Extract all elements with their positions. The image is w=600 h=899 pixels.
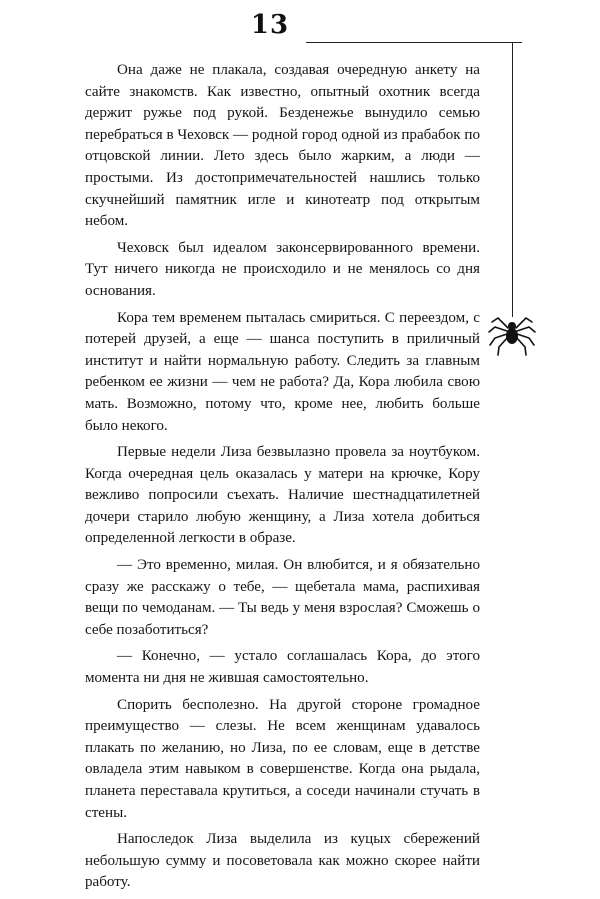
body-text: [85, 60, 480, 899]
paragraph: Напоследок Лиза выделила из куцых сбережений небольшую сумму и посоветовала как можно скорее найти работу.: [85, 831, 480, 891]
paragraph: — Конечно, — устало соглашалась Кора, до этого момента ни дня не жившая самостоятельно.: [85, 648, 480, 687]
paragraph: Кора тем временем пыталась смириться. С переездом, с потерей друзей, а еще — шанса поступить в приличный институт и найти нормальную работу. Следить за главным ребенком ее жизни — чем не работа? Да, Кора любила свою мать. Возможно, потому что, кроме нее, любить больше было некого.: [85, 309, 480, 434]
spider-icon: [486, 306, 538, 358]
paragraph: — Это временно, милая. Он влюбится, и я обязательно сразу же расскажу о тебе, — щебетала мама, распихивая вещи по чемоданам. — Ты ведь у меня взрослая? Сможешь о себе позаботиться?: [85, 557, 480, 638]
spider-thread: [512, 42, 513, 317]
page-number: 13: [250, 10, 290, 40]
header-rule: [306, 42, 522, 43]
paragraph: Спорить бесполезно. На другой стороне громадное преимущество — слезы. Не всем женщинам удавалось плакать по желанию, но Лиза, по ее словам, еще в детстве овладела этим навыком в совершенстве. Когда она рыдала, планета переставала крутиться, а соседи начинали стучать в стены.: [85, 696, 480, 821]
paragraph: Чеховск был идеалом законсервированного времени. Тут ничего никогда не происходило и не менялось со дня основания.: [85, 239, 480, 299]
paragraph: Первые недели Лиза безвылазно провела за ноутбуком. Когда очередная цель оказалась у матери на крючке, Кору вежливо попросили съехать. Наличие шестнадцатилетней дочери старило любую женщину, а Лиза хотела добиться определенной легкости в образе.: [85, 444, 480, 547]
paragraph: Она даже не плакала, создавая очередную анкету на сайте знакомств. Как известно, опытный охотник всегда держит ружье под рукой. Безденежье вынудило семью перебраться в Чеховск — родной город одной из прабабок по отцовской линии. Лето здесь было жарким, а люди — простыми. Из достопримечательностей нашлись только скучнейший памятник игле и кинотеатр под открытым небом.: [85, 62, 480, 230]
